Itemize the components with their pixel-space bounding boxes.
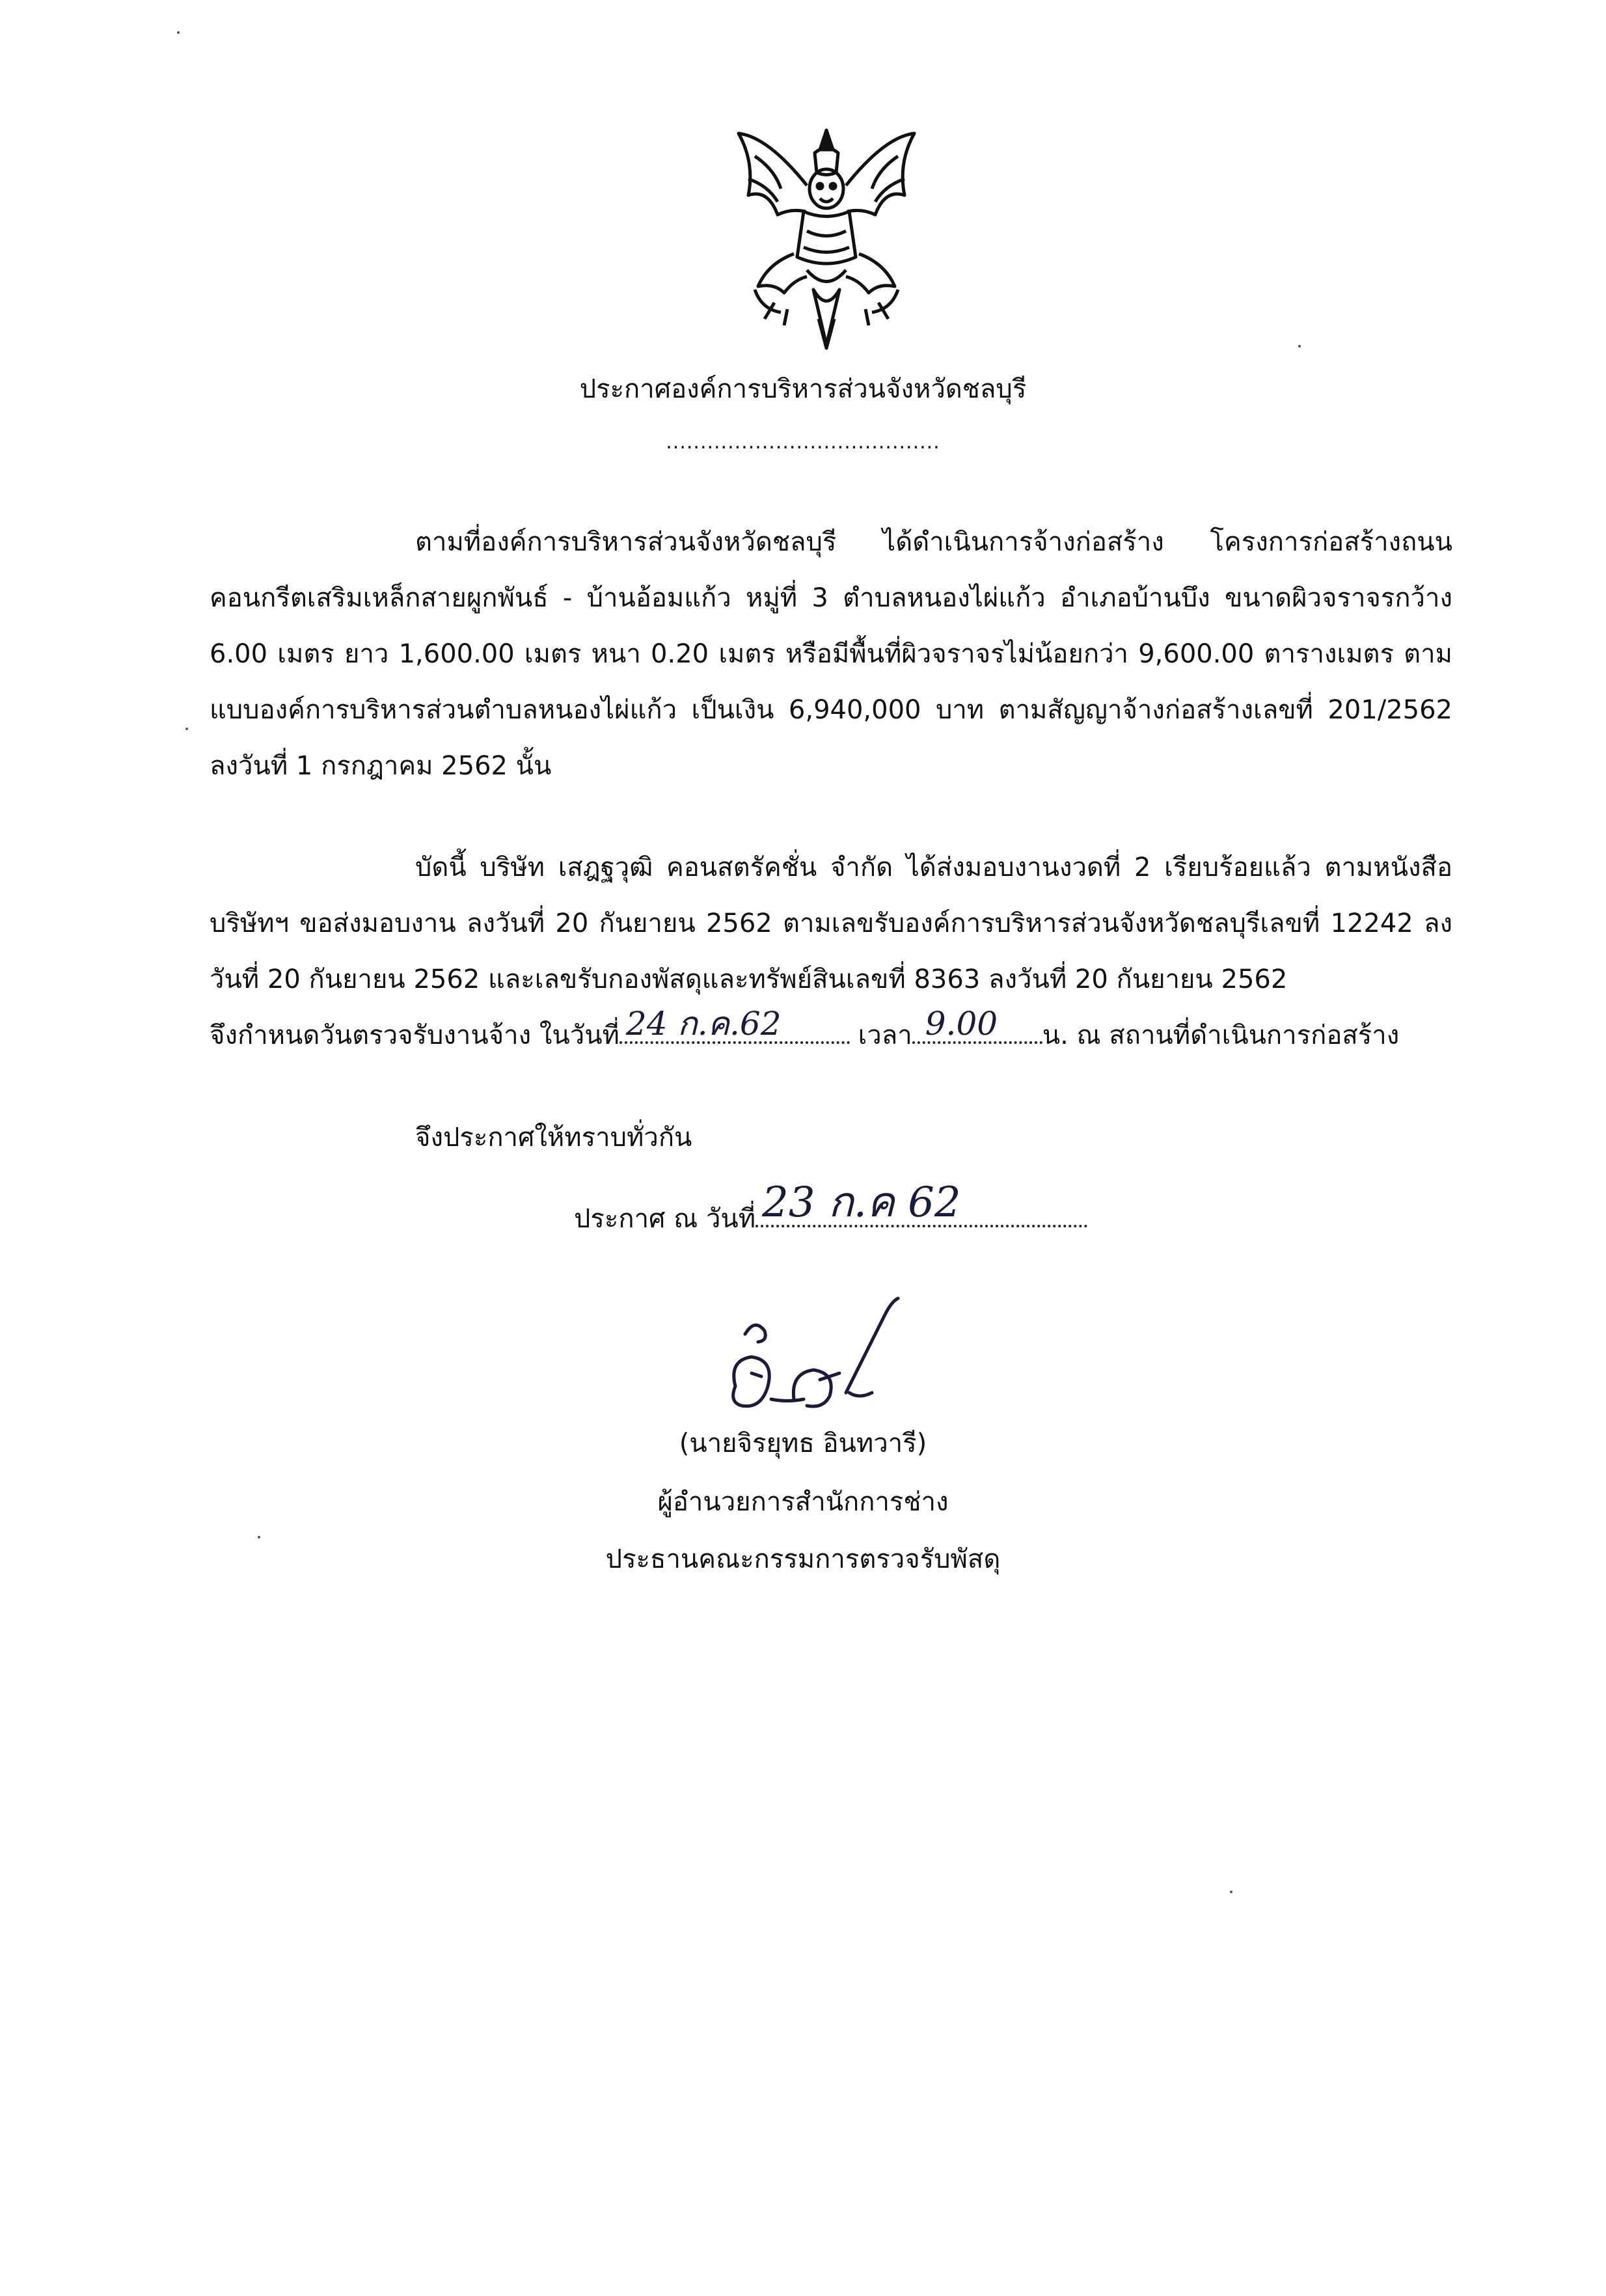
inspection-date-blank	[619, 1005, 850, 1044]
document-title: ประกาศองค์การบริหารส่วนจังหวัดชลบุรี	[579, 374, 1027, 404]
announce-date-label: ประกาศ ณ วันที่	[574, 1204, 756, 1234]
scan-speck	[185, 728, 188, 730]
inspection-prefix: จึงกำหนดวันตรวจรับงานจ้าง ในวันที่	[210, 1020, 619, 1050]
signer-committee-role: ประธานคณะกรรมการตรวจรับพัสดุ	[605, 1544, 1001, 1574]
announce-date-blank	[755, 1179, 1087, 1227]
announcement-date-line	[574, 1179, 1087, 1238]
paragraph-delivery-details: บัดนี้ บริษัท เสฎฐวุฒิ คอนสตรัคชั่น จำกัด ได้ส่งมอบงานงวดที่ 2 เรียบร้อยแล้ว ตามหนังสือบริษัทฯ ขอส่งมอบงาน ลงวันที่ 20 กันยายน 2562 ตามเลขรับองค์การบริหารส่วนจังหวัดชลบุรีเลขที่ 12242 ลงวันที่ 20 กันยายน 2562 และเลขรับกองพัสดุและทรัพย์สินเลขที่ 8363 ลงวันที่ 20 กันยายน 2562	[210, 853, 1452, 994]
inspection-time-blank	[912, 1005, 1042, 1044]
signer-name: (นายจิรยุทธ อินทวารี)	[679, 1428, 927, 1458]
scan-speck	[1298, 345, 1301, 348]
announce-date-handwritten: 23 ก.ค 62	[762, 1179, 961, 1227]
inspection-schedule-line	[210, 1005, 1400, 1055]
scan-speck	[1230, 1891, 1232, 1893]
scan-speck	[258, 1536, 260, 1538]
announcement-line: จึงประกาศให้ทราบทั่วกัน	[415, 1123, 692, 1153]
time-label: เวลา	[858, 1020, 912, 1050]
inspection-time-handwritten: 9.00	[925, 1005, 998, 1043]
garuda-emblem-icon	[729, 124, 924, 355]
signer-position: ผู้อำนวยการสำนักการช่าง	[657, 1487, 949, 1517]
paragraph-project-details: ตามที่องค์การบริหารส่วนจังหวัดชลบุรี ได้ดำเนินการจ้างก่อสร้าง โครงการก่อสร้างถนนคอนกรีตเสริมเหล็กสายผูกพันธ์ - บ้านอ้อมแก้ว หมู่ที่ 3 ตำบลหนองไผ่แก้ว อำเภอบ้านบึง ขนาดผิวจราจรกว้าง 6.00 เมตร ยาว 1,600.00 เมตร หนา 0.20 เมตร หรือมีพื้นที่ผิวจราจรไม่น้อยกว่า 9,600.00 ตารางเมตร ตามแบบองค์การบริหารส่วนตำบลหนองไผ่แก้ว เป็นเงิน 6,940,000 บาท ตามสัญญาจ้างก่อสร้างเลขที่ 201/2562 ลงวันที่ 1 กรกฎาคม 2562 นั้น	[210, 527, 1452, 781]
inspection-date-handwritten: 24 ก.ค.62	[625, 1005, 782, 1043]
scan-speck	[177, 31, 180, 34]
title-underline-dots: ........................................	[666, 431, 940, 454]
inspection-suffix: น. ณ สถานที่ดำเนินการก่อสร้าง	[1042, 1020, 1400, 1050]
